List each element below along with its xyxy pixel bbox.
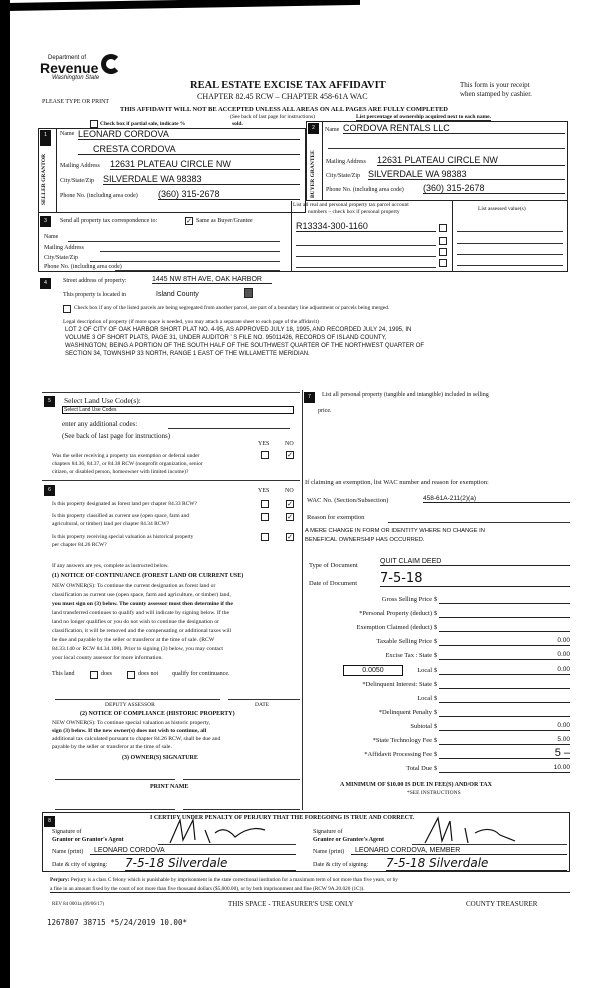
perjury-body: Perjury is a class C felony which is punishable by imprisonment in the state correctional institution for a maximum term of not more than five years, or by xyxy=(69,877,398,883)
seller-mail-label: Mailing Address xyxy=(60,163,100,169)
section-number-8: 8 xyxy=(44,816,55,827)
deputy-assessor-label: DEPUTY ASSESSOR xyxy=(105,702,155,708)
doc-type[interactable]: QUIT CLAIM DEED xyxy=(380,558,570,566)
wac-label: WAC No. (Section/Subsection) xyxy=(307,497,389,504)
fee-value[interactable]: 0.00 xyxy=(439,650,570,660)
fee-label: Taxable Selling Price xyxy=(376,638,432,646)
seller-mail[interactable]: 12631 PLATEAU CIRCLE NW xyxy=(110,159,300,170)
legal-line: SECTION 34, TOWNSHIP 33 NORTH, RANGE 1 EAST OF THE WILLAMETTE MERIDIAN. xyxy=(65,351,310,357)
parcel-number[interactable]: R13334-300-1160 xyxy=(296,221,436,232)
correspondence-label: Send all property tax correspondence to: xyxy=(60,218,158,224)
dollar-sign: $ xyxy=(434,708,438,716)
notice-line: NEW OWNER(S): To continue special valuation as historic property, xyxy=(52,720,211,726)
logo-state: Washington State xyxy=(52,75,100,81)
exemption-label: If claiming an exemption, list WAC number and reason for exemption: xyxy=(305,479,489,486)
fee-label: *State Technology Fee xyxy=(372,737,432,744)
corr-phone-label: Phone No. (including area code) xyxy=(44,264,122,270)
dollar-sign: $ xyxy=(434,652,438,660)
certify-statement: I CERTIFY UNDER PENALTY OF PERJURY THAT THE FOREGOING IS TRUE AND CORRECT. xyxy=(150,815,415,821)
exemption-no-checkbox[interactable]: ✓ xyxy=(287,451,293,459)
notice-line: be due and payable by the seller or transferor at the time of sale. (RCW xyxy=(52,637,215,643)
fee-label: Subtotal xyxy=(410,722,432,730)
personal-property-checkbox[interactable] xyxy=(439,224,447,232)
notice-line: sign (3) below. If the new owner(s) does not wish to continue, all xyxy=(52,728,207,734)
buyer-mail[interactable]: 12631 PLATEAU CIRCLE NW xyxy=(377,155,565,166)
date-label: DATE xyxy=(255,702,270,708)
current-use-question: Is this property classified as current use (open space, farm and xyxy=(52,513,189,519)
sold-label: sold. xyxy=(232,121,243,127)
notice-continuance-title: (1) NOTICE OF CONTINUANCE (FOREST LAND OR CURRENT USE) xyxy=(52,573,244,579)
grantee-agent-label: Grantee or Grantee's Agent xyxy=(313,837,385,843)
minimum-note: A MINIMUM OF $10.00 IS DUE IN FEE(S) AND/OR TAX xyxy=(340,782,492,788)
doc-date[interactable]: 7-5-18 xyxy=(380,571,570,587)
fee-label: Gross Selling Price xyxy=(381,596,432,603)
legal-line: WASHINGTON; BEING A PORTION OF THE SOUTH HALF OF THE SOUTHWEST QUARTER OF THE NORTHWEST QUARTER OF xyxy=(65,343,425,349)
assessed-header: List assessed value(s) xyxy=(478,206,526,212)
street-label: Street address of property: xyxy=(63,278,127,284)
personal-property-checkbox[interactable] xyxy=(439,237,447,245)
county-select[interactable]: Island County xyxy=(156,291,199,298)
does-label: does xyxy=(101,671,112,677)
buyer-city[interactable]: SILVERDALE WA 98383 xyxy=(368,169,565,180)
grantor-date-city[interactable]: 7-5-18 Silverdale xyxy=(125,856,296,871)
partial-sale-checkbox[interactable] xyxy=(90,120,98,128)
perjury-text xyxy=(50,877,398,883)
dollar-sign: $ xyxy=(434,624,438,632)
list-percentage: List percentage of ownership acquired next to each name. xyxy=(356,114,491,120)
county-treasurer: COUNTY TREASURER xyxy=(466,900,538,908)
fee-value[interactable] xyxy=(439,693,570,703)
fee-label: Total Due xyxy=(406,765,432,773)
fee-label: *Affidavit Processing Fee xyxy=(364,751,432,759)
scan-edge-left xyxy=(0,0,10,988)
section-number-6: 6 xyxy=(44,485,55,496)
perjury-bold: Perjury: xyxy=(50,877,70,883)
does-not-qualify-checkbox[interactable] xyxy=(127,671,135,679)
doc-type-label: Type of Document xyxy=(309,562,358,569)
forest-no-checkbox[interactable]: ✓ xyxy=(287,500,293,508)
fee-value[interactable] xyxy=(439,608,570,618)
notice-line: classification as current use (open space, farm and agriculture, or timber) land, xyxy=(52,592,231,598)
land-use-see-back: (See back of last page for instructions) xyxy=(62,432,171,440)
fee-value[interactable]: 5.00 xyxy=(439,735,570,745)
notice-line: classification, it will be removed and the compensating or additional taxes will xyxy=(52,628,232,634)
cashier-stamp: 1267807 38715 *5/24/2019 10.00* xyxy=(47,918,187,927)
seller-side-label: SELLER GRANTOR xyxy=(41,153,47,205)
seller-section xyxy=(38,128,306,213)
seller-city-label: City/State/Zip xyxy=(60,178,94,184)
dollar-sign: $ xyxy=(434,610,438,618)
seller-name-2[interactable]: CRESTA CORDOVA xyxy=(78,144,300,155)
fee-label: *Delinquent Penalty xyxy=(378,708,432,716)
buyer-phone[interactable]: (360) 315-2678 xyxy=(423,183,565,194)
same-as-buyer-checkbox[interactable]: ✓ xyxy=(186,217,192,225)
buyer-phone-label: Phone No. (including area code) xyxy=(326,187,404,193)
corr-city-label: City/State/Zip xyxy=(44,255,78,261)
logo-emblem-icon xyxy=(101,54,121,74)
see-back: (See back of last page for instructions) xyxy=(230,114,315,120)
please-type: PLEASE TYPE OR PRINT xyxy=(42,99,110,105)
reason-label: Reason for exemption xyxy=(307,514,365,521)
forest-question: Is this property designated as forest land per chapter 84.33 RCW? xyxy=(52,501,197,507)
notice-line: payable by the seller or transferor at the time of sale. xyxy=(52,744,172,750)
owner-signature-label: (3) OWNER(S) SIGNATURE xyxy=(122,755,198,761)
receipt-note-2: when stamped by cashier. xyxy=(460,90,532,98)
notice-line: your local county assessor for more information. xyxy=(52,655,163,661)
parcels-header-1: List all real and personal property tax parcel account xyxy=(293,202,409,208)
fee-label: Exemption Claimed (deduct) xyxy=(356,624,432,632)
notice-line: land no longer qualifies or you do not wish to continue the designation or xyxy=(52,619,219,625)
located-label: This property is located in xyxy=(63,292,126,298)
additional-codes-label: enter any additional codes: xyxy=(62,420,138,428)
dollar-sign: $ xyxy=(434,694,438,702)
fee-value[interactable] xyxy=(439,622,570,632)
treasurer-space: THIS SPACE - TREASURER'S USE ONLY xyxy=(228,900,354,908)
date-city-label: Date & city of signing: xyxy=(313,862,369,868)
dollar-sign: $ xyxy=(434,765,438,773)
grantee-signature xyxy=(420,813,540,845)
local-rate-input[interactable]: 0.0050 xyxy=(343,665,403,676)
section-number-3: 3 xyxy=(40,216,51,227)
exemption-question: Was the seller receiving a property tax exemption or deferral under xyxy=(52,453,200,459)
notice-line: you must sign on (3) below. The county assessor must then determine if the xyxy=(52,601,233,607)
reason-text: BENEFICAL OWNERSHIP HAS OCCURRED. xyxy=(305,537,425,543)
grantor-name[interactable]: LEONARD CORDOVA xyxy=(90,847,296,855)
section-number-7: 7 xyxy=(304,392,315,403)
does-qualify-checkbox[interactable] xyxy=(90,671,98,679)
legal-label: Legal description of property (if more space is needed, you may attach a separate sheet to each page of the affidavit) xyxy=(63,319,319,325)
fee-value[interactable]: 10.00 xyxy=(439,763,570,773)
street-address[interactable]: 1445 NW 8TH AVE, OAK HARBOR xyxy=(152,276,272,284)
date-city-label: Date & city of signing: xyxy=(52,862,108,868)
fee-label: *Personal Property (deduct) xyxy=(359,610,432,618)
personal-property-label-2: price. xyxy=(318,408,332,414)
legal-line: VOLUME 3 OF SHORT PLATS, PAGE 31, UNDER AUDITOR ' S FILE NO. 95011426, RECORDS OF ISLAND COUNTY, xyxy=(65,335,387,341)
buyer-name-label: Name xyxy=(325,127,340,133)
fee-value[interactable] xyxy=(439,594,570,604)
corr-mail-label: Mailing Address xyxy=(44,245,84,251)
name-print-label: Name (print) xyxy=(313,849,345,855)
buyer-name-1[interactable]: CORDOVA RENTALS LLC xyxy=(343,123,565,134)
segregated-label: Check box if any of the listed parcels are being segregated from another parcel, are part of a boundary line adjustment or parcels being merged. xyxy=(74,305,390,311)
wac-number[interactable]: 458-61A-211(2)(a) xyxy=(423,495,570,503)
logo-revenue: Revenue xyxy=(40,60,99,76)
no-header: NO xyxy=(285,488,294,494)
dollar-sign: $ xyxy=(434,722,438,730)
form-subtitle: CHAPTER 82.45 RCW – CHAPTER 458-61A WAC xyxy=(197,92,368,101)
exemption-yes-checkbox[interactable] xyxy=(261,451,269,459)
fee-value[interactable] xyxy=(439,707,570,717)
print-name-label: PRINT NAME xyxy=(150,784,189,790)
land-use-select[interactable]: Select Land Use Codes xyxy=(62,406,294,414)
historic-yes-checkbox[interactable] xyxy=(261,533,269,541)
notice-line: additional tax calculated pursuant to chapter 84.26 RCW, shall be due and xyxy=(52,736,221,742)
fee-value[interactable]: 5 – xyxy=(439,749,570,759)
grantee-date-city[interactable]: 7-5-18 Silverdale xyxy=(386,856,567,871)
section-number-1: 1 xyxy=(40,130,51,146)
logo-dept: Department of xyxy=(48,55,87,61)
form-title: REAL ESTATE EXCISE TAX AFFIDAVIT xyxy=(190,80,386,91)
seller-name-label: Name xyxy=(60,131,75,137)
scan-edge-top xyxy=(0,0,360,11)
dollar-sign: $ xyxy=(434,737,438,744)
grantor-signature xyxy=(165,815,285,845)
current-use-question: agricultural, or timber) land per chapter 84.34 RCW? xyxy=(52,521,170,527)
seller-city[interactable]: SILVERDALE WA 98383 xyxy=(103,174,300,185)
fee-label: Excise Tax : State xyxy=(385,652,432,660)
personal-property-label: List all personal property (tangible and intangible) included in selling xyxy=(322,392,489,398)
if-yes-note: If any answers are yes, complete as instructed below. xyxy=(52,563,169,569)
legal-line: LOT 2 OF CITY OF OAK HARBOR SHORT PLAT NO. 4-95, AS APPROVED JULY 18, 1995, AND RECORDED JULY 24, 1995, IN xyxy=(65,327,412,333)
name-print-label: Name (print) xyxy=(52,849,84,855)
dollar-sign: $ xyxy=(434,751,438,759)
see-instructions: *SEE INSTRUCTIONS xyxy=(407,790,461,796)
notice-line: 84.33.140 or RCW 84.34.108). Prior to signing (3) below, you may contact xyxy=(52,646,223,652)
reason-text: A MERE CHANGE IN FORM OR IDENTITY WHERE NO CHANGE IN xyxy=(305,528,485,534)
qualify-label: qualify for continuance. xyxy=(172,671,230,677)
form-revision: REV 84 0001a (09/06/17) xyxy=(52,902,104,907)
perjury-text-2: a fine in an amount fixed by the court of not more than five thousand dollars ($5,000.00), or by both imprisonment and fine (RCW 9A.20.020 (1C)). xyxy=(50,886,570,893)
section-number-5: 5 xyxy=(44,396,55,407)
dollar-sign: $ xyxy=(434,638,438,646)
grantee-name[interactable]: LEONARD CORDOVA, MEMBER xyxy=(351,847,567,855)
parcels-header-2: numbers – check box if personal property xyxy=(308,209,400,215)
exemption-question: chapters 84.36, 84.37, or 84.38 RCW (nonprofit organization, senior xyxy=(52,461,203,467)
historic-no-checkbox[interactable]: ✓ xyxy=(287,533,293,541)
current-use-no-checkbox[interactable]: ✓ xyxy=(287,513,293,521)
warning: THIS AFFIDAVIT WILL NOT BE ACCEPTED UNLESS ALL AREAS ON ALL PAGES ARE FULLY COMPLETED xyxy=(120,106,448,113)
personal-property-checkbox[interactable] xyxy=(439,259,447,267)
historic-question: per chapter 84.26 RCW? xyxy=(52,542,107,548)
fee-value[interactable]: 0.00 xyxy=(439,721,570,731)
no-header: NO xyxy=(285,441,294,447)
dollar-sign: $ xyxy=(434,680,438,688)
sig-of-label: Signature of xyxy=(313,829,343,835)
notice-line: NEW OWNER(S): To continue the current designation as forest land or xyxy=(52,583,216,589)
partial-sale-label: Check box if partial sale, indicate % xyxy=(100,121,186,127)
personal-property-checkbox[interactable] xyxy=(439,248,447,256)
section-number-4: 4 xyxy=(40,278,51,289)
fee-label: *Delinquent Interest: State xyxy=(362,680,432,688)
fee-label: Local xyxy=(417,666,432,674)
forest-yes-checkbox[interactable] xyxy=(261,500,269,508)
dollar-sign: $ xyxy=(434,596,438,603)
yes-header: YES xyxy=(258,441,270,447)
segregated-checkbox[interactable] xyxy=(63,305,71,313)
fee-value[interactable]: 0.00 xyxy=(439,636,570,646)
sig-of-label: Signature of xyxy=(52,829,82,835)
section-number-2: 2 xyxy=(308,123,319,134)
doc-date-label: Date of Document xyxy=(309,580,358,587)
current-use-yes-checkbox[interactable] xyxy=(261,513,269,521)
this-land-label: This land xyxy=(52,671,75,677)
buyer-side-label: BUYER GRANTEE xyxy=(310,150,316,198)
corr-name-label: Name xyxy=(44,234,59,240)
buyer-mail-label: Mailing Address xyxy=(326,159,366,165)
fee-label: Local xyxy=(417,694,432,702)
seller-phone-label: Phone No. (including area code) xyxy=(60,193,138,199)
notice-compliance-title: (2) NOTICE OF COMPLIANCE (HISTORIC PROPERTY) xyxy=(80,711,235,717)
does-not-label: does not xyxy=(138,671,159,677)
same-as-buyer-label: Same as Buyer/Grantee xyxy=(196,218,253,224)
land-use-label: Select Land Use Code(s): xyxy=(64,396,141,405)
seller-phone[interactable]: (360) 315-2678 xyxy=(158,189,300,200)
buyer-city-label: City/State/Zip xyxy=(326,173,360,179)
county-dropdown-icon[interactable] xyxy=(244,288,253,298)
fee-value[interactable] xyxy=(439,679,570,689)
receipt-note: This form is your receipt xyxy=(460,81,530,89)
fee-value[interactable]: 0.00 xyxy=(439,665,570,675)
exemption-question: citizen, or disabled person, homeowner with limited income)? xyxy=(52,469,189,475)
notice-line: land transferred continues to qualify and will indicate by signing below. If the xyxy=(52,610,230,616)
dollar-sign: $ xyxy=(434,666,438,674)
seller-name-1[interactable]: LEONARD CORDOVA xyxy=(78,129,300,140)
yes-header: YES xyxy=(258,488,270,494)
historic-question: Is this property receiving special valuation as historical property xyxy=(52,534,194,540)
grantor-agent-label: Grantor or Grantor's Agent xyxy=(52,837,124,843)
